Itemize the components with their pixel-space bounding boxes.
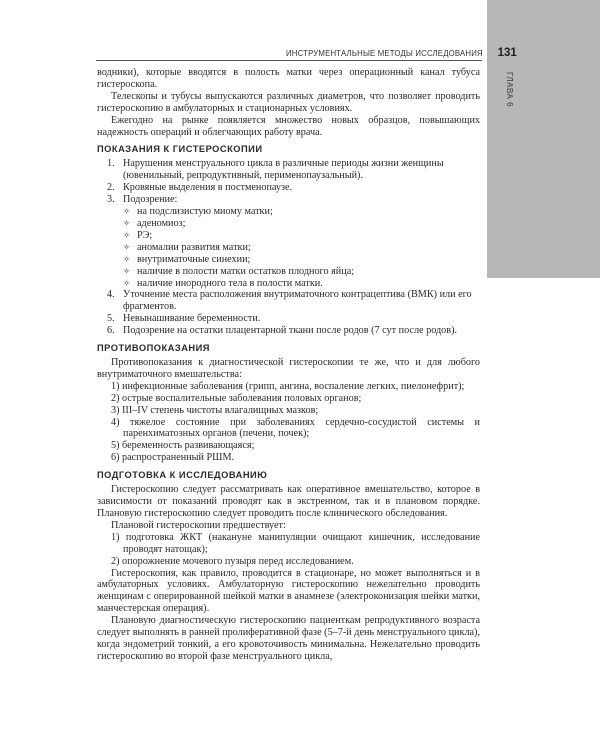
preparation-heading: ПОДГОТОВКА К ИССЛЕДОВАНИЮ xyxy=(97,470,268,481)
indications-heading: ПОКАЗАНИЯ К ГИСТЕРОСКОПИИ xyxy=(97,144,263,155)
intro-paragraph-2: Телескопы и тубусы выпускаются различных диаметров, что позволяет проводить гистероскопию в амбулаторных и стационарных условиях. xyxy=(97,90,480,114)
preparation-item: 2) опорожнение мочевого пузыря перед исследованием. xyxy=(111,555,354,567)
contraindication-item: 2) острые воспалительные заболевания половых органов; xyxy=(111,392,362,404)
contraindications-intro: Противопоказания к диагностической гистероскопии те же, что и для любого внутриматочного вмешательства: xyxy=(97,357,480,380)
contraindications-list xyxy=(97,381,480,464)
indications-list xyxy=(97,158,480,337)
suspicion-subitem: ✧ аномалии развития матки; xyxy=(123,242,480,254)
suspicion-subitem: ✧ наличие инородного тела в полости матки. xyxy=(123,278,480,290)
contraindication-item: 4) тяжелое состояние при заболеваниях сердечно-сосудистой системы и паренхиматозных органов (печени, почек); xyxy=(111,416,480,440)
intro-paragraph-3: Ежегодно на рынке появляется множество новых образцов, повышающих надежность операций и облегчающих работу врача. xyxy=(97,114,480,138)
contraindications-heading: ПРОТИВОПОКАЗАНИЯ xyxy=(97,343,210,354)
suspicion-sublist xyxy=(123,206,480,289)
indication-item: 1. Нарушения менструального цикла в различные периоды жизни женщины (ювенильный, репродуктивный, перименопаузальный). xyxy=(107,158,444,182)
page-body xyxy=(97,67,480,663)
contraindication-item: 5) беременность развивающаяся; xyxy=(111,440,255,452)
header-rule xyxy=(96,60,482,61)
chapter-tab xyxy=(487,0,600,278)
indication-item: 5. Невынашивание беременности. xyxy=(107,313,261,325)
indication-item: 2. Кровяные выделения в постменопаузе. xyxy=(107,182,293,194)
page-number: 131 xyxy=(497,47,517,59)
suspicion-subitem: ✧ аденомиоз; xyxy=(123,218,480,230)
suspicion-subitem: ✧ внутриматочные синехии; xyxy=(123,254,480,266)
suspicion-subitem: ✧ наличие в полости матки остатков плодного яйца; xyxy=(123,266,480,278)
chapter-tab-label: ГЛАВА 6 xyxy=(505,72,514,108)
intro-paragraph-1: водники), которые вводятся в полость матки через операционный канал тубуса гистероскопа. xyxy=(97,67,480,90)
contraindication-item: 3) III–IV степень чистоты влагалищных мазков; xyxy=(111,404,319,416)
suspicion-subitem: ✧ на подслизистую миому матки; xyxy=(123,206,480,218)
preparation-paragraph-3: Гистероскопия, как правило, проводится в стационаре, но может выполняться и в амбулаторных условиях. Амбулаторную гистероскопию нежелательно проводить женщинам с оперированной шейкой матки в анамнезе (электроконизация шейки матки, манчестерская операция). xyxy=(97,567,480,615)
indication-item: 6. Подозрение на остатки плацентарной ткани после родов (7 сут после родов). xyxy=(107,325,458,337)
preparation-list xyxy=(97,532,480,568)
contraindication-item: 1) инфекционные заболевания (грипп, ангина, воспаление легких, пиелонефрит); xyxy=(111,380,465,392)
running-head xyxy=(286,47,517,59)
running-head-title: ИНСТРУМЕНТАЛЬНЫЕ МЕТОДЫ ИССЛЕДОВАНИЯ xyxy=(286,48,483,58)
contraindication-item: 6) распространенный РШМ. xyxy=(111,452,235,464)
suspicion-subitem: ✧ РЭ; xyxy=(123,230,480,242)
preparation-paragraph-1: Гистероскопию следует рассматривать как оперативное вмешательство, которое в зависимости от показаний проводят как в экстренном, так и в плановом порядке. Плановую гистероскопию следует проводить после клинического обследования. xyxy=(97,484,480,519)
preparation-item: 1) подготовка ЖКТ (накануне манипуляции очищают кишечник, исследование проводят натощак); xyxy=(111,531,480,555)
indication-item: 4. Уточнение места расположения внутриматочного контрацептива (ВМК) или его фрагментов. xyxy=(107,289,472,313)
preparation-paragraph-4: Плановую диагностическую гистероскопию пациенткам репродуктивного возраста следует выполнять в ранней пролиферативной фазе (5–7-й день менструального цикла), когда эндометрий тонкий, а его кровоточивость минимальна. Нежелательно проводить гистероскопию во второй фазе менструального цикла, xyxy=(97,615,480,662)
indication-item: 3. Подозрение: ✧ на подслизистую миому матки; ✧ аденомиоз; ✧ РЭ; ✧ аномалии развития матки; ✧ внутриматочные синехии; ✧ наличие в полости матки остатков плодного яйца; ✧ наличие инородного тела в полости матки. xyxy=(97,194,480,289)
preparation-paragraph-2: Плановой гистероскопии предшествует: xyxy=(111,519,286,531)
